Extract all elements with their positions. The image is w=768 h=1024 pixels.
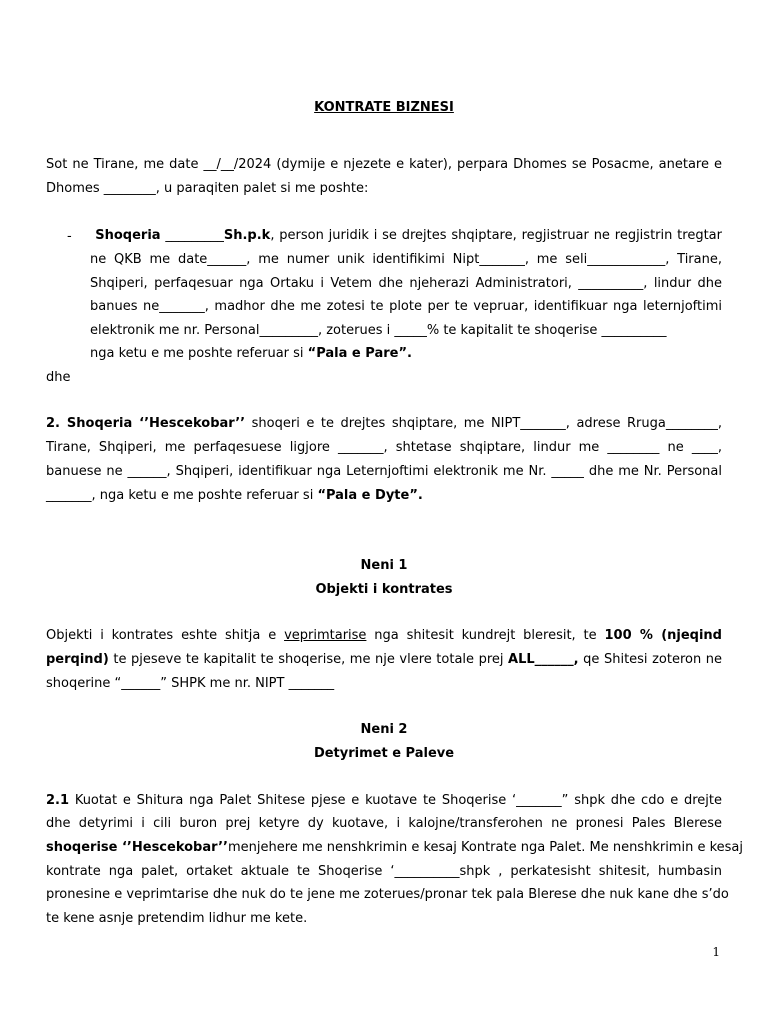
party1-line-1: ​ Shoqeria _________Sh.p.k, person juridik i se drejtes shqiptare, regjistruar ne regjistrin tregtar — [90, 228, 722, 243]
page-number: 1 — [712, 945, 720, 959]
document-title: KONTRATE BIZNESI — [314, 100, 454, 115]
neni2-line-4: kontrate nga palet, ortaket aktuale te Shoqerise ‘__________shpk , perkatesisht shitesit, humbasin — [46, 864, 722, 879]
party1-line-3: Shqiperi, perfaqesuar nga Ortaku i Vetem dhe njeherazi Administratori, __________, lindur dhe — [90, 276, 722, 291]
neni1-line-1: Objekti i kontrates eshte shitja e veprimtarise nga shitesit kundrejt bleresit, te 100 % (njeqind — [46, 628, 722, 643]
party1-line-5: elektronik me nr. Personal_________, zoterues i _____% te kapitalit te shoqerise __________ — [90, 323, 667, 338]
party2-line-1: 2. Shoqeria ‘’Hescekobar’’ shoqeri e te drejtes shqiptare, me NIPT_______, adrese Rruga________, — [46, 416, 722, 431]
neni1-heading: Neni 1 — [360, 558, 408, 573]
party2-line-2: Tirane, Shqiperi, me perfaqesuese ligjore _______, shtetase shqiptare, lindur me ________ ne ____, — [46, 440, 722, 455]
neni1-line-2: perqind) te pjeseve te kapitalit te shoqerise, me nje vlere totale prej ALL______, qe Shitesi zoteron ne — [46, 652, 722, 667]
conjunction-dhe: dhe — [46, 370, 71, 385]
party2-line-3: banuese ne ______, Shqiperi, identifikuar nga Leternjoftimi elektronik me Nr. _____ dhe me Nr. Personal — [46, 464, 722, 479]
neni2-line-5: pronesine e veprimtarise dhe nuk do te jene me zoterues/pronar tek pala Blerese dhe nuk kane dhe s’do — [46, 887, 729, 902]
neni1-subheading: Objekti i kontrates — [315, 582, 453, 597]
neni2-line-6: te kene asnje pretendim lidhur me kete. — [46, 911, 308, 926]
neni2-subheading: Detyrimet e Paleve — [313, 746, 455, 761]
intro-line-2: Dhomes ________, u paraqiten palet si me poshte: — [46, 181, 369, 196]
neni2-line-2: dhe detyrimi i cili buron prej ketyre dy kuotave, i kalojne/transferohen ne pronesi Pales Blerese — [46, 816, 722, 831]
party1-line-6: nga ketu e me poshte referuar si “Pala e Pare”. — [90, 346, 412, 361]
neni1-line-3: shoqerine “______” SHPK me nr. NIPT _______ — [46, 676, 335, 691]
neni2-heading: Neni 2 — [360, 722, 408, 737]
party2-line-4: _______, nga ketu e me poshte referuar si “Pala e Dyte”. — [46, 488, 423, 503]
neni2-line-3: shoqerise ‘’Hescekobar’’menjehere me nenshkrimin e kesaj Kontrate nga Palet. Me nenshkrimin e kesaj — [46, 840, 743, 855]
list-bullet: - — [67, 229, 72, 244]
party1-line-4: banues ne_______, madhor dhe me zotesi te plote per te vepruar, identifikuar nga leternjoftimi — [90, 299, 722, 314]
party1-line-2: ne QKB me date______, me numer unik identifikimi Nipt_______, me seli____________, Tirane, — [90, 252, 722, 267]
intro-line-1: Sot ne Tirane, me date __/__/2024 (dymije e njezete e kater), perpara Dhomes se Posacme, anetare e — [46, 157, 722, 172]
neni2-line-1: 2.1 Kuotat e Shitura nga Palet Shitese pjese e kuotave te Shoqerise ‘_______” shpk dhe cdo e drejte — [46, 793, 722, 808]
